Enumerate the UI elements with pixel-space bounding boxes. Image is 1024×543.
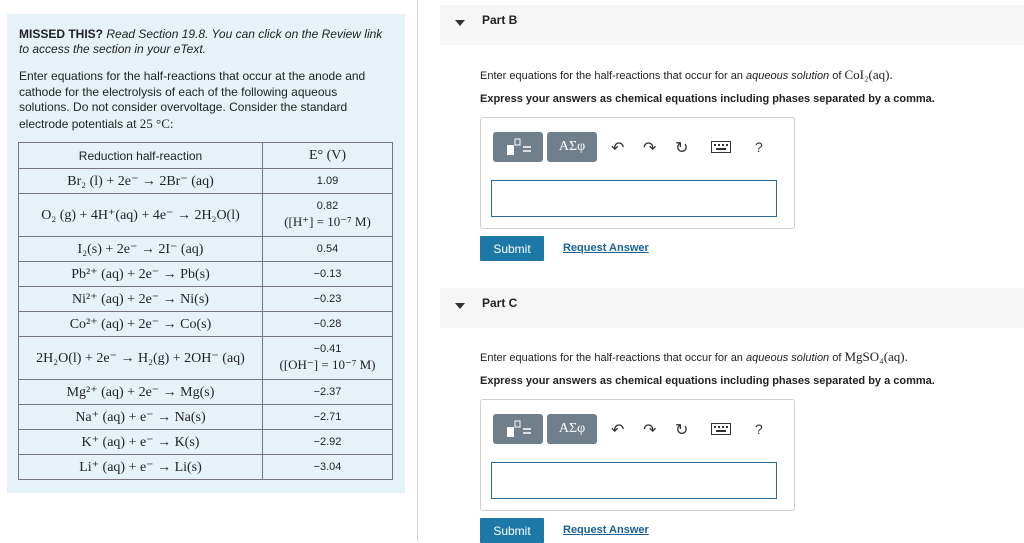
part-b-answer-input[interactable]	[491, 180, 777, 217]
potential-cell: −3.04	[263, 455, 393, 480]
templates-icon	[501, 136, 535, 158]
help-icon[interactable]: ?	[755, 139, 763, 155]
table-row	[19, 169, 393, 194]
part-c-answer-editor	[480, 399, 795, 511]
potential-cell	[263, 337, 393, 380]
collapse-triangle-icon[interactable]	[455, 303, 465, 309]
reaction-cell: Pb²⁺ (aq) + 2e⁻ → Pb(s)	[19, 262, 263, 287]
question-of: of	[832, 352, 842, 364]
undo-icon[interactable]: ↶	[611, 140, 625, 157]
missed-hint	[19, 27, 394, 57]
part-c-answer-input[interactable]	[491, 462, 777, 499]
question-prefix: Enter equations for the half-reactions that occur for an	[480, 70, 743, 82]
reaction-cell: Na⁺ (aq) + e⁻ → Na(s)	[19, 405, 263, 430]
reaction-cell: 2H₂O(l) + 2e⁻ → H₂(g) + 2OH⁻ (aq)	[19, 337, 263, 380]
potential-cell: −2.37	[263, 380, 393, 405]
editor-toolbar	[493, 132, 783, 162]
table-row	[19, 405, 393, 430]
potential-cell: 1.09	[263, 169, 393, 194]
potential-cell: 0.54	[263, 237, 393, 262]
editor-toolbar	[493, 414, 783, 444]
potential-cell: −0.23	[263, 287, 393, 312]
collapse-triangle-icon[interactable]	[455, 20, 465, 26]
table-row	[19, 337, 393, 380]
part-b-answer-editor	[480, 117, 795, 229]
reaction-cell: Li⁺ (aq) + e⁻ → Li(s)	[19, 455, 263, 480]
potentials-table	[18, 142, 393, 480]
instructions	[19, 69, 379, 132]
potential-cell: −0.28	[263, 312, 393, 337]
keyboard-icon[interactable]	[711, 140, 731, 158]
table-row	[19, 262, 393, 287]
reset-icon[interactable]: ↻	[675, 140, 689, 157]
help-icon[interactable]: ?	[755, 421, 763, 437]
greek-symbols-button[interactable]: ΑΣφ	[547, 132, 597, 162]
part-b-submit-button[interactable]: Submit	[480, 236, 544, 261]
part-c-instructions: Express your answers as chemical equations including phases separated by a comma.	[480, 375, 935, 387]
table-row	[19, 237, 393, 262]
part-b-header[interactable]	[440, 5, 1024, 45]
part-b-instructions: Express your answers as chemical equations including phases separated by a comma.	[480, 93, 935, 105]
header-potential: E° (V)	[263, 143, 393, 169]
table-row	[19, 380, 393, 405]
part-c-title: Part C	[482, 296, 518, 310]
question-italic: aqueous solution	[746, 70, 830, 82]
greek-symbols-button[interactable]: ΑΣφ	[547, 414, 597, 444]
table-row	[19, 455, 393, 480]
potential-cell: −2.92	[263, 430, 393, 455]
table-row	[19, 194, 393, 237]
part-b-request-answer-link[interactable]: Request Answer	[563, 242, 649, 254]
review-panel	[7, 14, 405, 493]
question-of: of	[832, 70, 842, 82]
compound-formula: MgSO₄(aq).	[844, 349, 908, 364]
undo-icon[interactable]: ↶	[611, 422, 625, 439]
reaction-cell: O₂ (g) + 4H⁺(aq) + 4e⁻ → 2H₂O(l)	[19, 194, 263, 237]
templates-button[interactable]	[493, 132, 543, 162]
potential-cell	[263, 194, 393, 237]
potential-cell: −0.13	[263, 262, 393, 287]
instructions-text: Enter equations for the half-reactions that occur at the anode and cathode for the electrolysis of each of the following aqueous solutions. Do not consider overvoltage. Consider the standard electrode potentials at	[19, 69, 366, 131]
panel-divider	[417, 0, 418, 541]
temperature: 25 °C:	[139, 115, 174, 131]
redo-icon[interactable]: ↷	[643, 422, 657, 439]
potential-value: −0.41	[313, 343, 342, 355]
part-c-request-answer-link[interactable]: Request Answer	[563, 524, 649, 536]
potential-value: 0.82	[316, 200, 339, 212]
templates-button[interactable]	[493, 414, 543, 444]
reaction-cell: I₂(s) + 2e⁻ → 2I⁻ (aq)	[19, 237, 263, 262]
part-c-question	[480, 349, 908, 365]
potential-cell: −2.71	[263, 405, 393, 430]
compound-formula: CoI₂(aq).	[844, 67, 893, 82]
header-reaction: Reduction half-reaction	[19, 143, 263, 169]
concentration-note: ([OH⁻] = 10⁻⁷ M)	[279, 357, 376, 372]
reaction-cell: K⁺ (aq) + e⁻ → K(s)	[19, 430, 263, 455]
reset-icon[interactable]: ↻	[675, 422, 689, 439]
review-text[interactable]: Read Section 19.8. You can click on the Review link to access the section in your eText.	[19, 27, 383, 56]
reaction-cell: Ni²⁺ (aq) + 2e⁻ → Ni(s)	[19, 287, 263, 312]
question-italic: aqueous solution	[746, 352, 830, 364]
part-c-submit-button[interactable]: Submit	[480, 518, 544, 543]
table-row	[19, 287, 393, 312]
reaction-cell: Mg²⁺ (aq) + 2e⁻ → Mg(s)	[19, 380, 263, 405]
keyboard-icon[interactable]	[711, 422, 731, 440]
table-row	[19, 312, 393, 337]
reaction-cell: Co²⁺ (aq) + 2e⁻ → Co(s)	[19, 312, 263, 337]
question-prefix: Enter equations for the half-reactions that occur for an	[480, 352, 743, 364]
concentration-note: ([H⁺] = 10⁻⁷ M)	[284, 214, 371, 229]
templates-icon	[501, 418, 535, 440]
part-b-title: Part B	[482, 13, 518, 27]
missed-label: MISSED THIS?	[19, 27, 104, 41]
redo-icon[interactable]: ↷	[643, 140, 657, 157]
part-c-header[interactable]	[440, 288, 1024, 328]
table-row	[19, 430, 393, 455]
reaction-cell: Br₂ (l) + 2e⁻ → 2Br⁻ (aq)	[19, 169, 263, 194]
part-b-question	[480, 67, 893, 83]
